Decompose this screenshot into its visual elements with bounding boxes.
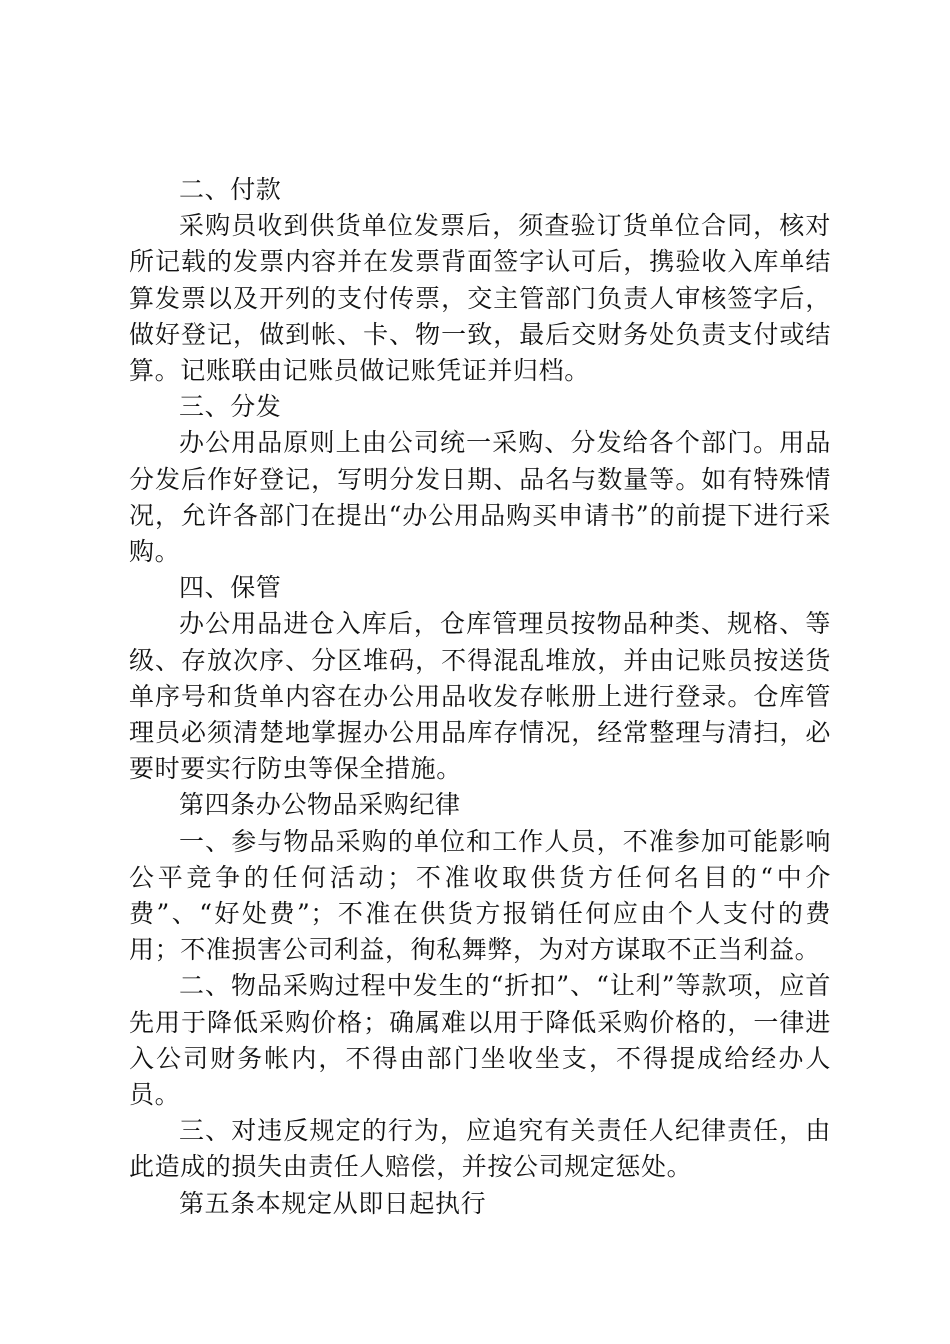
paragraph-storage: 办公用品进仓入库后，仓库管理员按物品种类、规格、等级、存放次序、分区堆码，不得混乱堆放，并由记账员按送货单序号和货单内容在办公用品收发存帐册上进行登录。仓库管理员必须清楚地掌握办公用品库存情况，经常整理与清扫，必要时要实行防虫等保全措施。 bbox=[129, 609, 831, 784]
document-body bbox=[129, 172, 831, 1222]
section-heading-storage: 四、保管 bbox=[179, 573, 282, 603]
paragraph-discipline-one: 一、参与物品采购的单位和工作人员，不准参加可能影响公平竞争的任何活动；不准收取供货方任何名目的“中介费”、“好处费”；不准在供货方报销任何应由个人支付的费用；不准损害公司利益，徇私舞弊，为对方谋取不正当利益。 bbox=[129, 826, 831, 965]
paragraph-discipline-two: 二、物品采购过程中发生的“折扣”、“让利”等款项，应首先用于降低采购价格；确属难以用于降低采购价格的，一律进入公司财务帐内，不得由部门坐收坐支，不得提成给经办人员。 bbox=[129, 971, 831, 1110]
article-four-heading: 第四条办公物品采购纪律 bbox=[179, 790, 461, 820]
section-heading-distribution: 三、分发 bbox=[179, 392, 282, 422]
paragraph-payment: 采购员收到供货单位发票后，须查验订货单位合同，核对所记载的发票内容并在发票背面签字认可后，携验收入库单结算发票以及开列的支付传票，交主管部门负责人审核签字后，做好登记，做到帐、卡、物一致，最后交财务处负责支付或结算。记账联由记账员做记账凭证并归档。 bbox=[129, 211, 831, 386]
paragraph-discipline-three: 三、对违反规定的行为，应追究有关责任人纪律责任，由此造成的损失由责任人赔偿，并按公司规定惩处。 bbox=[129, 1116, 831, 1182]
paragraph-distribution: 办公用品原则上由公司统一采购、分发给各个部门。用品分发后作好登记，写明分发日期、品名与数量等。如有特殊情况，允许各部门在提出“办公用品购买申请书”的前提下进行采购。 bbox=[129, 428, 831, 567]
article-five-heading: 第五条本规定从即日起执行 bbox=[179, 1188, 487, 1218]
section-heading-payment: 二、付款 bbox=[179, 175, 282, 204]
